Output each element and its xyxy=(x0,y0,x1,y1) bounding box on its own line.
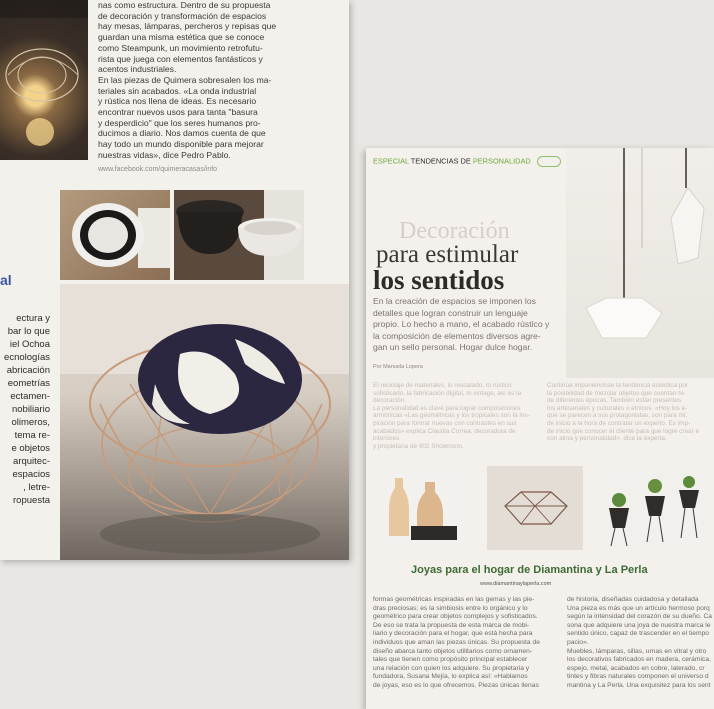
text-fragment: ecnologías xyxy=(4,352,50,363)
bowl-photo-right xyxy=(174,190,304,280)
text-line: nuestras vidas», dice Pedro Pablo. xyxy=(98,149,231,160)
body-line: los decorativos fabricados en madera, cerámica, xyxy=(567,656,711,664)
bottom-column-1 xyxy=(373,596,553,691)
section-pill-icon xyxy=(537,156,561,167)
body-line: dras preciosas; es la simbiosis entre lo orgánico y lo xyxy=(373,604,528,612)
bottom-column-2 xyxy=(567,596,714,691)
body-line: pacio». xyxy=(567,638,589,646)
body-line: acabados» explica Claudia Correa, decoradora de interiores xyxy=(373,427,516,443)
text-fragment: ectura y xyxy=(16,313,50,324)
article-continuation-text xyxy=(98,0,302,175)
body-line: los artesanales y culturales o étnicos. «Hoy los e- xyxy=(547,404,688,412)
body-line: individuos que aman las piezas únicas. Su propuesta de xyxy=(373,638,540,646)
body-line: formas geométricas inspiradas en las gemas y las pie- xyxy=(373,596,535,603)
wire-chair-illustration xyxy=(60,284,349,560)
right-magazine-page xyxy=(366,148,714,709)
body-line: piración para formar nuevas con contrastes en sus xyxy=(373,419,517,427)
text-fragment: tema re- xyxy=(14,430,50,441)
body-line: que se parecen a sus protagonistas, son para mí, xyxy=(547,412,688,420)
text-line: de decoración y transformación de espacios xyxy=(98,10,267,21)
lamp-cage-illustration xyxy=(0,0,88,160)
headline-line-1: Decoración xyxy=(399,218,510,244)
body-line: una relación con quien los adquiere. Su propietaria y xyxy=(373,664,530,672)
lamp-photo xyxy=(0,0,88,160)
text-line: hay todo un mundo disponible para mejorar xyxy=(98,139,264,150)
text-line: hay mesas, lámparas, percheros y repisas que xyxy=(98,21,277,32)
body-line: de inicio a la hora de contratar un experto. Es imp- xyxy=(547,419,691,427)
body-line: tales que tienen como propósito principal establecer xyxy=(373,656,528,664)
body-column-1 xyxy=(373,382,533,450)
product-url: www.diamantinaylaperla.com xyxy=(480,581,552,587)
text-line: En las piezas de Quimera sobresalen los ma- xyxy=(98,74,272,85)
text-fragment: iel Ochoa xyxy=(9,339,50,350)
headline-line-3: los sentidos xyxy=(373,265,505,295)
text-fragment: espacios xyxy=(12,469,50,480)
body-line: De eso se trata la propuesta de esta marca de mobi- xyxy=(373,621,530,629)
text-fragment: eometrías xyxy=(7,378,50,389)
text-line: teriales sin acabados. «La onda industrial xyxy=(98,85,257,96)
body-line: El reciclaje de materiales, lo rescatado, lo rústico xyxy=(373,382,512,389)
headline-line-2: para estimular xyxy=(376,241,519,268)
text-fragment: olimeros, xyxy=(11,417,50,428)
body-line: liario y decoración para el hogar, que está hecha para xyxy=(373,630,533,638)
body-line: mantina y La Perla. Una exquisitez para los sent xyxy=(567,681,711,689)
byline: Por Manuela Lopera xyxy=(373,364,423,370)
body-line: de joyas, eso es lo que ofrecemos. Piezas únicas llenas xyxy=(373,681,539,689)
body-line: tintes y fibras naturales componen el universo d xyxy=(567,673,709,681)
text-fragment: ropuesta xyxy=(13,495,50,506)
body-line: sentido único, capaz de trascender en el tiempo xyxy=(567,630,710,638)
product-caption: Joyas para el hogar de Diamantina y La Perla xyxy=(411,564,648,576)
text-fragment: abricación xyxy=(6,365,50,376)
text-line: guardan una misma estética que se conoce xyxy=(98,32,265,43)
body-line: fundadora, Susana Mejía, lo explica así: «Hablamos xyxy=(373,673,528,681)
intro-line: gan un sello personal. Hogar dulce hogar. xyxy=(373,342,533,353)
body-line: de historia, diseñadas cuidadosa y detallada xyxy=(567,596,699,603)
text-line: ducimos a diario. Nos damos cuenta de que xyxy=(98,128,266,139)
body-line: de diferentes épocas. También están presentes xyxy=(547,397,682,405)
body-line: geométrico para crear objetos complejos y sofisticados. xyxy=(373,613,538,621)
text-fragment: arquitec- xyxy=(13,456,50,467)
body-line: y propietaria de 902 Showroom. xyxy=(373,442,464,450)
product-photos xyxy=(373,466,707,550)
text-fragment: ectamen- xyxy=(10,391,50,402)
wire-chair-photo xyxy=(60,284,349,560)
body-line: decoración. xyxy=(373,397,407,405)
body-column-2 xyxy=(547,382,707,443)
text-fragment: , letre- xyxy=(23,482,50,493)
body-line: Una pieza es más que un artículo hermoso porq xyxy=(567,604,710,612)
body-line: armónicas «Las geométricas y los tropicales son la ins- xyxy=(373,412,530,420)
cut-off-column xyxy=(0,272,50,507)
intro-line: la composición de elementos diversos agre- xyxy=(373,330,541,341)
section-title-highlight: PERSONALIDAD xyxy=(472,156,531,166)
intro-line: En la creación de espacios se imponen los xyxy=(373,296,536,306)
pendant-lamps-illustration xyxy=(566,148,714,378)
body-line: con alma y personalidad», dice la experta. xyxy=(547,435,667,443)
text-line: y rústica nos llena de ideas. Es necesario xyxy=(98,96,257,107)
body-line: sofisticado, la fabricación digital, lo vintage, así es la xyxy=(373,389,522,397)
text-line: rista que juega con elementos fantásticos y xyxy=(98,53,263,64)
bowl-photo-left xyxy=(60,190,170,280)
section-heading-fragment: al xyxy=(0,272,12,288)
text-fragment: bar lo que xyxy=(7,326,50,337)
plant-pots-photo xyxy=(597,466,707,550)
body-line: la posibilidad de mezclar objetos que cuentan hi- xyxy=(547,389,686,397)
geometric-planter-photo xyxy=(487,466,583,550)
intro-line: detalles que logran construir un lenguaje xyxy=(373,307,528,318)
body-line: diseño abarca tanto objetos utilitarios como ornamen- xyxy=(373,647,533,655)
body-line: espejo, metal, acabados en cobre, laterado, cr xyxy=(567,664,705,672)
section-title: TENDENCIAS DE xyxy=(410,156,473,166)
pendant-lamps-photo xyxy=(566,148,714,378)
text-line: como Steampunk, un movimiento retrofutu- xyxy=(98,42,263,53)
text-fragment: nobiliario xyxy=(11,404,50,415)
intro-paragraph xyxy=(373,296,551,354)
text-line: y desperdicio" que los seres humanos pro- xyxy=(98,117,261,128)
body-line: según la intensidad del corazón de su dueño. Ca xyxy=(567,613,712,621)
text-fragment: e objetos xyxy=(11,443,50,454)
body-line: Muebles, lámparas, sillas, urnas en vitral y otro xyxy=(567,647,707,655)
text-line: acentos industriales. xyxy=(98,64,177,75)
body-line: Continúa imponiéndose la tendencia ecléctica por xyxy=(547,382,689,389)
facebook-url: www.facebook.com/quimeracasas/info xyxy=(98,165,218,173)
vases-photo xyxy=(373,466,473,550)
text-line: nas como estructura. Dentro de su propuesta xyxy=(98,0,271,10)
body-line: La personalidad es clave para lograr composiciones xyxy=(373,404,521,412)
section-label: ESPECIAL xyxy=(373,156,409,166)
left-magazine-page xyxy=(0,0,349,560)
text-line: encontrar nuevos usos para tanta "basura xyxy=(98,107,258,118)
section-tag xyxy=(373,156,561,167)
body-line: sona que adquiere una joya de nuestra marca le xyxy=(567,621,711,629)
body-line: de inicio que conocer el cliente para que logre crear e xyxy=(547,427,700,435)
intro-line: propio. Lo hecho a mano, el acabado rústico y xyxy=(373,319,550,330)
